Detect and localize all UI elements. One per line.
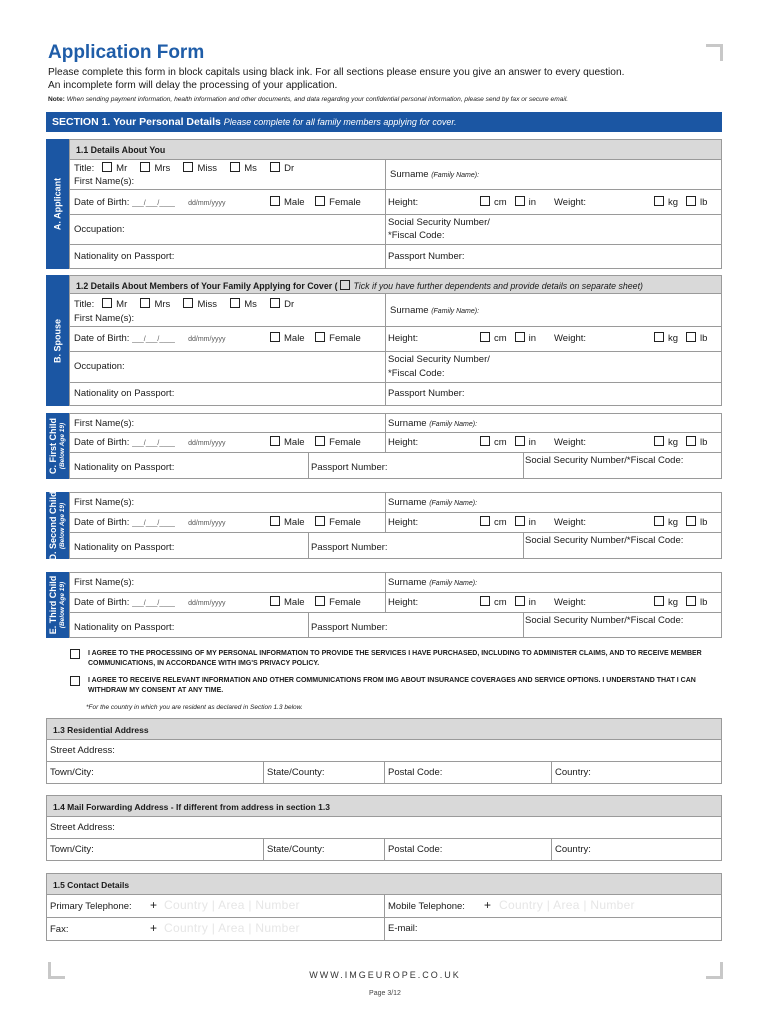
title-mrs-checkbox[interactable]	[140, 298, 150, 308]
dob-blank: ___/___/____	[132, 600, 175, 607]
cm-label: cm	[494, 517, 507, 528]
child3-side-label	[49, 576, 67, 635]
title-label: Title:	[74, 299, 95, 310]
dr-label: Dr	[284, 299, 295, 310]
gender-options	[270, 436, 361, 448]
state-label: State/County:	[267, 767, 325, 778]
lb-checkbox[interactable]	[686, 596, 696, 606]
email-label: E-mail:	[388, 923, 418, 934]
postal-label: Postal Code:	[388, 767, 443, 778]
male-checkbox[interactable]	[270, 516, 280, 526]
fax-label: Fax:	[50, 924, 69, 935]
weight-label: Weight:	[554, 597, 587, 608]
street-address-label: Street Address:	[50, 822, 115, 833]
first-names-label: First Name(s):	[74, 577, 135, 588]
divider	[385, 593, 386, 612]
dob-format: dd/mm/yyyy	[188, 200, 226, 207]
surname-label: Surname	[388, 577, 427, 588]
kg-label: kg	[668, 333, 679, 344]
divider	[385, 573, 386, 592]
country-label: Country:	[555, 844, 591, 855]
in-label: in	[528, 517, 536, 528]
weight-units	[654, 596, 707, 608]
crop-mark-top-right	[706, 44, 723, 61]
female-checkbox[interactable]	[315, 196, 325, 206]
lb-label: lb	[699, 597, 708, 608]
nationality-label: Nationality on Passport:	[74, 462, 175, 473]
divider	[385, 513, 386, 532]
child2-sidebar	[46, 492, 69, 559]
spouse-name-row	[69, 294, 722, 327]
applicant-nationality-row	[69, 245, 722, 269]
cm-label: cm	[494, 437, 507, 448]
child2-side-sub: (Below Age 19)	[58, 502, 66, 549]
applicant-heading: 1.1 Details About You	[76, 145, 166, 155]
occupation-label: Occupation:	[74, 224, 125, 235]
child3-sidebar	[46, 572, 69, 638]
lb-checkbox[interactable]	[686, 196, 696, 206]
child3-block	[46, 572, 722, 638]
height-label: Height:	[388, 437, 419, 448]
dob-format: dd/mm/yyyy	[188, 440, 226, 447]
child1-side-label	[49, 418, 67, 474]
in-label: in	[528, 597, 536, 608]
child3-dob-row	[69, 593, 722, 613]
first-names-label: First Name(s):	[74, 497, 135, 508]
consent-communications-text: I AGREE TO RECEIVE RELEVANT INFORMATION AND OTHER COMMUNICATIONS FROM IMG ABOUT INSURANCE COVERAGES AND SERVICE OPTIONS. I UNDERSTAND THAT I CAN WITHDRAW MY CONSENT AT ANY TIME.	[88, 677, 696, 694]
first-names-label: First Name(s):	[74, 176, 135, 187]
mobile-telephone-label: Mobile Telephone:	[388, 901, 465, 912]
dob-label: Date of Birth:	[74, 517, 130, 528]
kg-checkbox[interactable]	[654, 516, 664, 526]
title-mrs-checkbox[interactable]	[140, 162, 150, 172]
female-checkbox[interactable]	[315, 436, 325, 446]
title-miss-checkbox[interactable]	[183, 162, 193, 172]
residential-address-section	[46, 718, 722, 784]
phone-row	[46, 895, 722, 918]
fax-input[interactable]: Country | Area | Number	[164, 921, 300, 935]
male-label: Male	[284, 437, 305, 448]
dob-field[interactable]	[74, 597, 225, 608]
title-mr-checkbox[interactable]	[102, 298, 112, 308]
consent-processing	[70, 649, 720, 669]
dob-label: Date of Birth:	[74, 333, 130, 344]
height-label: Height:	[388, 333, 419, 344]
surname-field[interactable]	[388, 577, 477, 588]
applicant-name-row	[69, 160, 722, 190]
mrs-label: Mrs	[154, 163, 171, 174]
cm-checkbox[interactable]	[480, 516, 490, 526]
family-name-hint: (Family Name):	[429, 580, 478, 587]
child3-side-sub: (Below Age 19)	[58, 581, 66, 629]
town-label: Town/City:	[50, 844, 94, 855]
applicant-occupation-row	[69, 215, 722, 245]
spouse-occupation-row	[69, 352, 722, 383]
divider	[308, 613, 309, 637]
surname-field[interactable]	[390, 169, 479, 180]
dr-label: Dr	[284, 163, 295, 174]
divider	[384, 895, 385, 917]
mr-label: Mr	[116, 163, 128, 174]
divider	[385, 190, 386, 214]
footer-url[interactable]: WWW.IMGEUROPE.CO.UK	[309, 970, 461, 980]
consent-communications	[70, 676, 720, 696]
surname-field[interactable]	[388, 497, 477, 508]
weight-label: Weight:	[554, 197, 587, 208]
family-name-hint: (Family Name):	[429, 421, 478, 428]
divider	[385, 433, 386, 452]
surname-label: Surname	[388, 497, 427, 508]
miss-label: Miss	[197, 299, 217, 310]
mobile-telephone-input[interactable]: Country | Area | Number	[499, 898, 635, 912]
gender-options	[270, 332, 361, 344]
state-label: State/County:	[267, 844, 325, 855]
cm-checkbox[interactable]	[480, 196, 490, 206]
spouse-heading-note: Tick if you have further dependents and provide details on separate sheet)	[353, 281, 643, 291]
height-units	[480, 436, 536, 448]
surname-field[interactable]	[388, 418, 477, 429]
divider	[308, 453, 309, 478]
fiscal-footnote: *For the country in which you are resident as declared in Section 1.3 below.	[86, 704, 303, 711]
mr-label: Mr	[116, 299, 128, 310]
ssn-label: Social Security Number/*Fiscal Code:	[525, 455, 684, 466]
divider	[385, 294, 386, 326]
page-title: Application Form	[48, 42, 205, 63]
child2-dob-row	[69, 513, 722, 533]
mrs-label: Mrs	[154, 299, 171, 310]
divider	[385, 383, 386, 405]
height-units	[480, 516, 536, 528]
male-label: Male	[284, 517, 305, 528]
family-name-hint: (Family Name):	[431, 172, 480, 179]
note-label: Note:	[48, 96, 65, 103]
divider	[263, 762, 264, 783]
section1-header	[46, 112, 722, 132]
dob-blank: ___/___/____	[132, 200, 175, 207]
town-row	[46, 839, 722, 861]
surname-label: Surname	[388, 418, 427, 429]
child1-name-row	[69, 413, 722, 433]
height-units	[480, 596, 536, 608]
passport-label: Passport Number:	[388, 251, 465, 262]
male-checkbox[interactable]	[270, 196, 280, 206]
passport-label: Passport Number:	[311, 622, 388, 633]
height-label: Height:	[388, 517, 419, 528]
divider	[385, 414, 386, 432]
primary-plus-sign: +	[150, 898, 158, 912]
dob-blank: ___/___/____	[132, 520, 175, 527]
dob-label: Date of Birth:	[74, 437, 130, 448]
male-checkbox[interactable]	[270, 596, 280, 606]
child2-side-label	[49, 491, 67, 560]
in-checkbox[interactable]	[515, 332, 525, 342]
title-miss-checkbox[interactable]	[183, 298, 193, 308]
note-text	[48, 96, 738, 103]
dob-blank: ___/___/____	[132, 440, 175, 447]
ssn-label: Social Security Number/	[388, 217, 490, 228]
street-row	[46, 740, 722, 762]
weight-label: Weight:	[554, 437, 587, 448]
spouse-heading-text: 1.2 Details About Members of Your Family Applying for Cover (	[76, 281, 338, 291]
applicant-side-label: A. Applicant	[52, 177, 62, 231]
kg-label: kg	[668, 197, 679, 208]
divider	[385, 245, 386, 268]
title-mr-checkbox[interactable]	[102, 162, 112, 172]
fax-row	[46, 918, 722, 941]
cm-checkbox[interactable]	[480, 596, 490, 606]
child2-nationality-row	[69, 533, 722, 559]
primary-telephone-label: Primary Telephone:	[50, 901, 132, 912]
title-ms-checkbox[interactable]	[230, 162, 240, 172]
nationality-label: Nationality on Passport:	[74, 622, 175, 633]
first-names-label: First Name(s):	[74, 418, 135, 429]
dob-format: dd/mm/yyyy	[188, 336, 226, 343]
spouse-side-label: B. Spouse	[52, 318, 62, 363]
height-units	[480, 332, 536, 344]
spouse-heading-row	[69, 275, 722, 294]
contact-heading: 1.5 Contact Details	[46, 873, 722, 895]
further-dependents-checkbox[interactable]	[340, 280, 350, 290]
title-options	[74, 162, 294, 174]
divider	[523, 533, 524, 558]
mailing-heading: 1.4 Mail Forwarding Address - If different from address in section 1.3	[46, 795, 722, 817]
divider	[385, 327, 386, 351]
cm-label: cm	[494, 597, 507, 608]
in-label: in	[528, 197, 536, 208]
page-number: Page 3/12	[369, 990, 401, 997]
street-row	[46, 817, 722, 839]
cm-checkbox[interactable]	[480, 332, 490, 342]
cm-label: cm	[494, 333, 507, 344]
spouse-sidebar	[46, 275, 69, 406]
kg-label: kg	[668, 437, 679, 448]
male-label: Male	[284, 597, 305, 608]
fiscal-label: *Fiscal Code:	[388, 368, 445, 379]
weight-units	[654, 196, 707, 208]
child2-block	[46, 492, 722, 559]
spouse-dob-row	[69, 327, 722, 352]
dob-label: Date of Birth:	[74, 197, 130, 208]
divider	[385, 215, 386, 244]
kg-checkbox[interactable]	[654, 332, 664, 342]
intro-line-2: An incomplete form will delay the processing of your application.	[48, 80, 338, 91]
lb-checkbox[interactable]	[686, 516, 696, 526]
passport-label: Passport Number:	[311, 462, 388, 473]
primary-telephone-input[interactable]: Country | Area | Number	[164, 898, 300, 912]
child1-block	[46, 413, 722, 479]
lb-label: lb	[699, 333, 708, 344]
spouse-block	[46, 275, 722, 406]
height-units	[480, 196, 536, 208]
country-label: Country:	[555, 767, 591, 778]
surname-field[interactable]	[390, 305, 479, 316]
lb-label: lb	[699, 517, 708, 528]
title-ms-checkbox[interactable]	[230, 298, 240, 308]
first-names-label: First Name(s):	[74, 313, 135, 324]
applicant-heading-row	[69, 139, 722, 160]
female-label: Female	[329, 437, 361, 448]
nationality-label: Nationality on Passport:	[74, 251, 175, 262]
child2-name-row	[69, 492, 722, 513]
divider	[385, 493, 386, 512]
applicant-sidebar	[46, 139, 69, 269]
spouse-heading	[76, 280, 643, 291]
miss-label: Miss	[197, 163, 217, 174]
divider	[385, 160, 386, 189]
dob-field[interactable]	[74, 517, 225, 528]
ms-label: Ms	[244, 163, 257, 174]
height-label: Height:	[388, 597, 419, 608]
divider	[551, 762, 552, 783]
male-label: Male	[284, 197, 305, 208]
title-dr-checkbox[interactable]	[270, 298, 280, 308]
male-label: Male	[284, 333, 305, 344]
applicant-dob-row	[69, 190, 722, 215]
divider	[384, 839, 385, 860]
surname-label: Surname	[390, 305, 429, 316]
gender-options	[270, 596, 361, 608]
dob-format: dd/mm/yyyy	[188, 600, 226, 607]
female-checkbox[interactable]	[315, 332, 325, 342]
weight-units	[654, 436, 707, 448]
divider	[384, 918, 385, 940]
consent-processing-checkbox[interactable]	[70, 649, 80, 659]
contact-section	[46, 873, 722, 941]
weight-label: Weight:	[554, 517, 587, 528]
spouse-nationality-row	[69, 383, 722, 406]
in-label: in	[528, 437, 536, 448]
dob-field[interactable]	[74, 197, 225, 208]
dob-field[interactable]	[74, 333, 225, 344]
child1-sidebar	[46, 413, 69, 479]
child1-side-title: C. First Child	[47, 418, 58, 474]
section1-title: SECTION 1. Your Personal Details	[52, 116, 221, 128]
in-checkbox[interactable]	[515, 196, 525, 206]
female-label: Female	[329, 517, 361, 528]
passport-label: Passport Number:	[311, 542, 388, 553]
female-label: Female	[329, 597, 361, 608]
family-name-hint: (Family Name):	[431, 308, 480, 315]
male-checkbox[interactable]	[270, 332, 280, 342]
nationality-label: Nationality on Passport:	[74, 542, 175, 553]
child3-name-row	[69, 572, 722, 593]
ssn-label: Social Security Number/*Fiscal Code:	[525, 615, 684, 626]
kg-checkbox[interactable]	[654, 196, 664, 206]
female-label: Female	[329, 333, 361, 344]
nationality-label: Nationality on Passport:	[74, 388, 175, 399]
residential-heading: 1.3 Residential Address	[46, 718, 722, 740]
cm-label: cm	[494, 197, 507, 208]
female-label: Female	[329, 197, 361, 208]
height-label: Height:	[388, 197, 419, 208]
child1-dob-row	[69, 433, 722, 453]
kg-label: kg	[668, 597, 679, 608]
ms-label: Ms	[244, 299, 257, 310]
title-dr-checkbox[interactable]	[270, 162, 280, 172]
applicant-block	[46, 139, 722, 269]
lb-checkbox[interactable]	[686, 436, 696, 446]
intro-line-1: Please complete this form in block capitals using black ink. For all sections please ensure you give an answer to every question.	[48, 67, 625, 78]
title-label: Title:	[74, 163, 95, 174]
consent-processing-text: I AGREE TO THE PROCESSING OF MY PERSONAL INFORMATION TO PROVIDE THE SERVICES I HAVE PURCHASED, INCLUDING TO ADMINISTER CLAIMS, AND TO RECEIVE MEMBER COMMUNICATIONS, IN ACCORDANCE WITH IMG'S PRIVACY POLICY.	[88, 650, 702, 667]
male-checkbox[interactable]	[270, 436, 280, 446]
mail-forwarding-section	[46, 795, 722, 861]
in-checkbox[interactable]	[515, 436, 525, 446]
divider	[523, 453, 524, 478]
divider	[263, 839, 264, 860]
family-name-hint: (Family Name):	[429, 500, 478, 507]
dob-format: dd/mm/yyyy	[188, 520, 226, 527]
divider	[551, 839, 552, 860]
ssn-label: Social Security Number/*Fiscal Code:	[525, 535, 684, 546]
cm-checkbox[interactable]	[480, 436, 490, 446]
lb-label: lb	[699, 437, 708, 448]
intro-text	[48, 66, 728, 92]
consent-communications-checkbox[interactable]	[70, 676, 80, 686]
fax-plus-sign: +	[150, 921, 158, 935]
divider	[308, 533, 309, 558]
gender-options	[270, 516, 361, 528]
section1-subtitle: Please complete for all family members applying for cover.	[223, 117, 457, 127]
town-row	[46, 762, 722, 784]
lb-label: lb	[699, 197, 708, 208]
fiscal-label: *Fiscal Code:	[388, 230, 445, 241]
divider	[384, 762, 385, 783]
surname-label: Surname	[390, 169, 429, 180]
child3-side-title: E. Third Child	[47, 575, 58, 635]
mobile-plus-sign: +	[484, 898, 492, 912]
child3-nationality-row	[69, 613, 722, 638]
occupation-label: Occupation:	[74, 361, 125, 372]
ssn-label: Social Security Number/	[388, 354, 490, 365]
in-checkbox[interactable]	[515, 596, 525, 606]
weight-units	[654, 332, 707, 344]
female-checkbox[interactable]	[315, 596, 325, 606]
in-label: in	[528, 333, 536, 344]
dob-label: Date of Birth:	[74, 597, 130, 608]
child1-nationality-row	[69, 453, 722, 479]
dob-field[interactable]	[74, 437, 225, 448]
lb-checkbox[interactable]	[686, 332, 696, 342]
kg-label: kg	[668, 517, 679, 528]
dob-blank: ___/___/____	[132, 336, 175, 343]
child2-side-title: D. Second Child	[47, 490, 58, 561]
female-checkbox[interactable]	[315, 516, 325, 526]
kg-checkbox[interactable]	[654, 436, 664, 446]
passport-label: Passport Number:	[388, 388, 465, 399]
weight-label: Weight:	[554, 333, 587, 344]
title-options	[74, 298, 294, 310]
weight-units	[654, 516, 707, 528]
child1-side-sub: (Below Age 19)	[58, 422, 66, 470]
gender-options	[270, 196, 361, 208]
town-label: Town/City:	[50, 767, 94, 778]
in-checkbox[interactable]	[515, 516, 525, 526]
divider	[385, 352, 386, 382]
postal-label: Postal Code:	[388, 844, 443, 855]
street-address-label: Street Address:	[50, 745, 115, 756]
note-body: When sending payment information, health information and other documents, and data regarding your confidential personal information, please send by fax or secure email.	[66, 96, 569, 103]
divider	[523, 613, 524, 637]
kg-checkbox[interactable]	[654, 596, 664, 606]
